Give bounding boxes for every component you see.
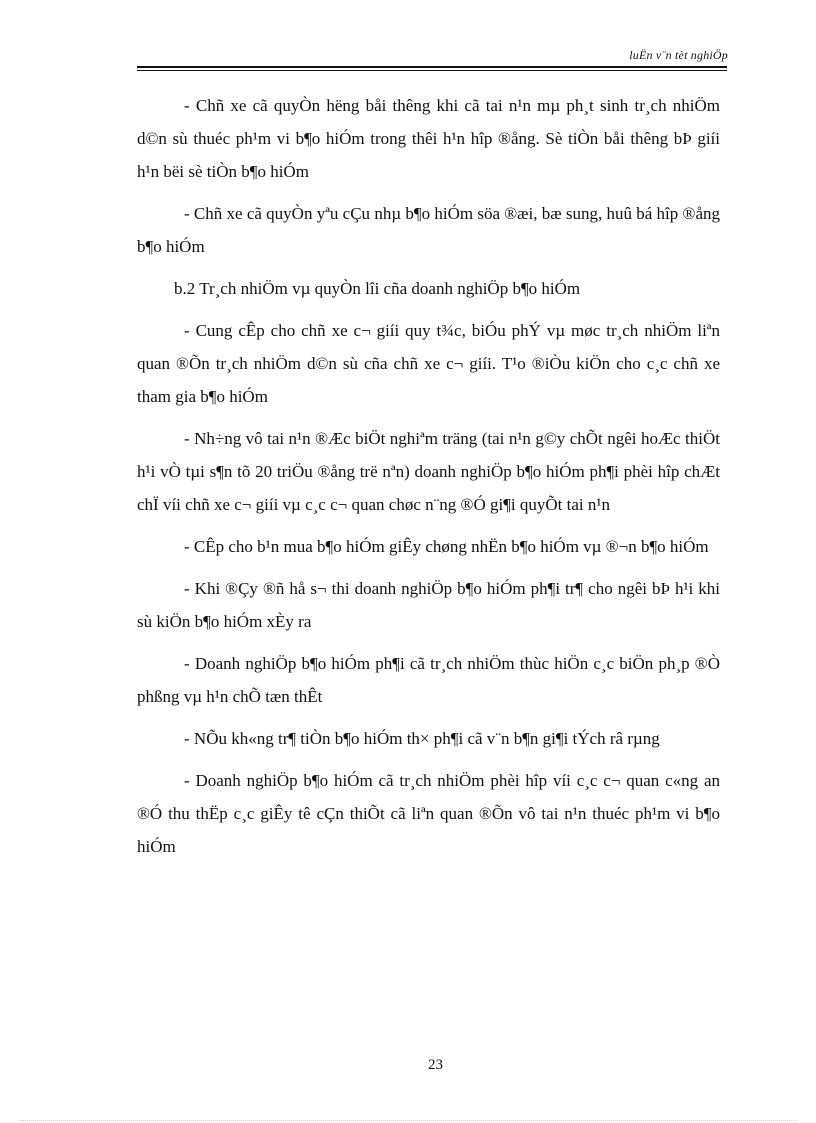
paragraph: - CÊp cho b¹n mua b¶o hiÓm giÊy chøng nhËn b¶o hiÓm vµ ®¬n b¶o hiÓm bbox=[184, 537, 709, 556]
paragraph: - Doanh nghiÖp b¶o hiÓm cã tr¸ch nhiÖm phèi hîp víi c¸c c¬ quan c«ng an ®Ó thu thËp c¸c giÊy tê cÇn thiÕt cã liªn quan ®Õn vô tai n¹n thuéc ph¹m vi b¶o hiÓm bbox=[137, 771, 720, 856]
paragraph: - Chñ xe cã quyÒn yªu cÇu nhµ b¶o hiÓm söa ®æi, bæ sung, huû bá hîp ®ång b¶o hiÓm bbox=[137, 204, 720, 256]
header-rule-thick bbox=[137, 66, 727, 68]
paragraph: - Khi ®Çy ®ñ hå s¬ thi doanh nghiÖp b¶o hiÓm ph¶i tr¶ cho ngêi bÞ h¹i khi sù kiÖn b¶o hiÓm xÈy ra bbox=[137, 579, 720, 631]
header-rule-thin bbox=[137, 70, 727, 71]
paragraph: - NÕu kh«ng tr¶ tiÒn b¶o hiÓm th× ph¶i cã v¨n b¶n gi¶i tÝch râ rµng bbox=[184, 729, 660, 748]
running-header: luËn v¨n tèt nghiÖp bbox=[629, 48, 728, 62]
section-heading: b.2 Tr¸ch nhiÖm vµ quyÒn lîi cña doanh nghiÖp b¶o hiÓm bbox=[174, 279, 581, 298]
page-edge-divider bbox=[20, 1120, 796, 1121]
page-number: 23 bbox=[428, 1057, 443, 1073]
paragraph: - Doanh nghiÖp b¶o hiÓm ph¶i cã tr¸ch nhiÖm thùc hiÖn c¸c biÖn ph¸p ®Ò phßng vµ h¹n chÕ tæn thÊt bbox=[137, 654, 720, 706]
paragraph: - Cung cÊp cho chñ xe c¬ giíi quy t¾c, biÓu phÝ vµ møc tr¸ch nhiÖm liªn quan ®Õn tr¸ch nhiÖm d©n sù cña chñ xe c¬ giíi. T¹o ®iÒu kiÖn cho c¸c chñ xe tham gia b¶o hiÓm bbox=[137, 321, 720, 406]
paragraph: - Nh÷ng vô tai n¹n ®Æc biÖt nghiªm träng (tai n¹n g©y chÕt ngêi hoÆc thiÖt h¹i vÒ tµi s¶n tõ 20 triÖu ®ång trë nªn) doanh nghiÖp b¶o hiÓm ph¶i phèi hîp chÆt chÏ víi chñ xe c¬ giíi vµ c¸c c¬ quan chøc n¨ng ®Ó gi¶i quyÕt tai n¹n bbox=[137, 429, 720, 514]
body-text bbox=[137, 89, 720, 872]
paragraph: - Chñ xe cã quyÒn hëng båi thêng khi cã tai n¹n mµ ph¸t sinh tr¸ch nhiÖm d©n sù thuéc ph¹m vi b¶o hiÓm trong thêi h¹n hîp ®ång. Sè tiÒn båi thêng bÞ giíi h¹n bëi sè tiÒn b¶o hiÓm bbox=[137, 96, 720, 181]
